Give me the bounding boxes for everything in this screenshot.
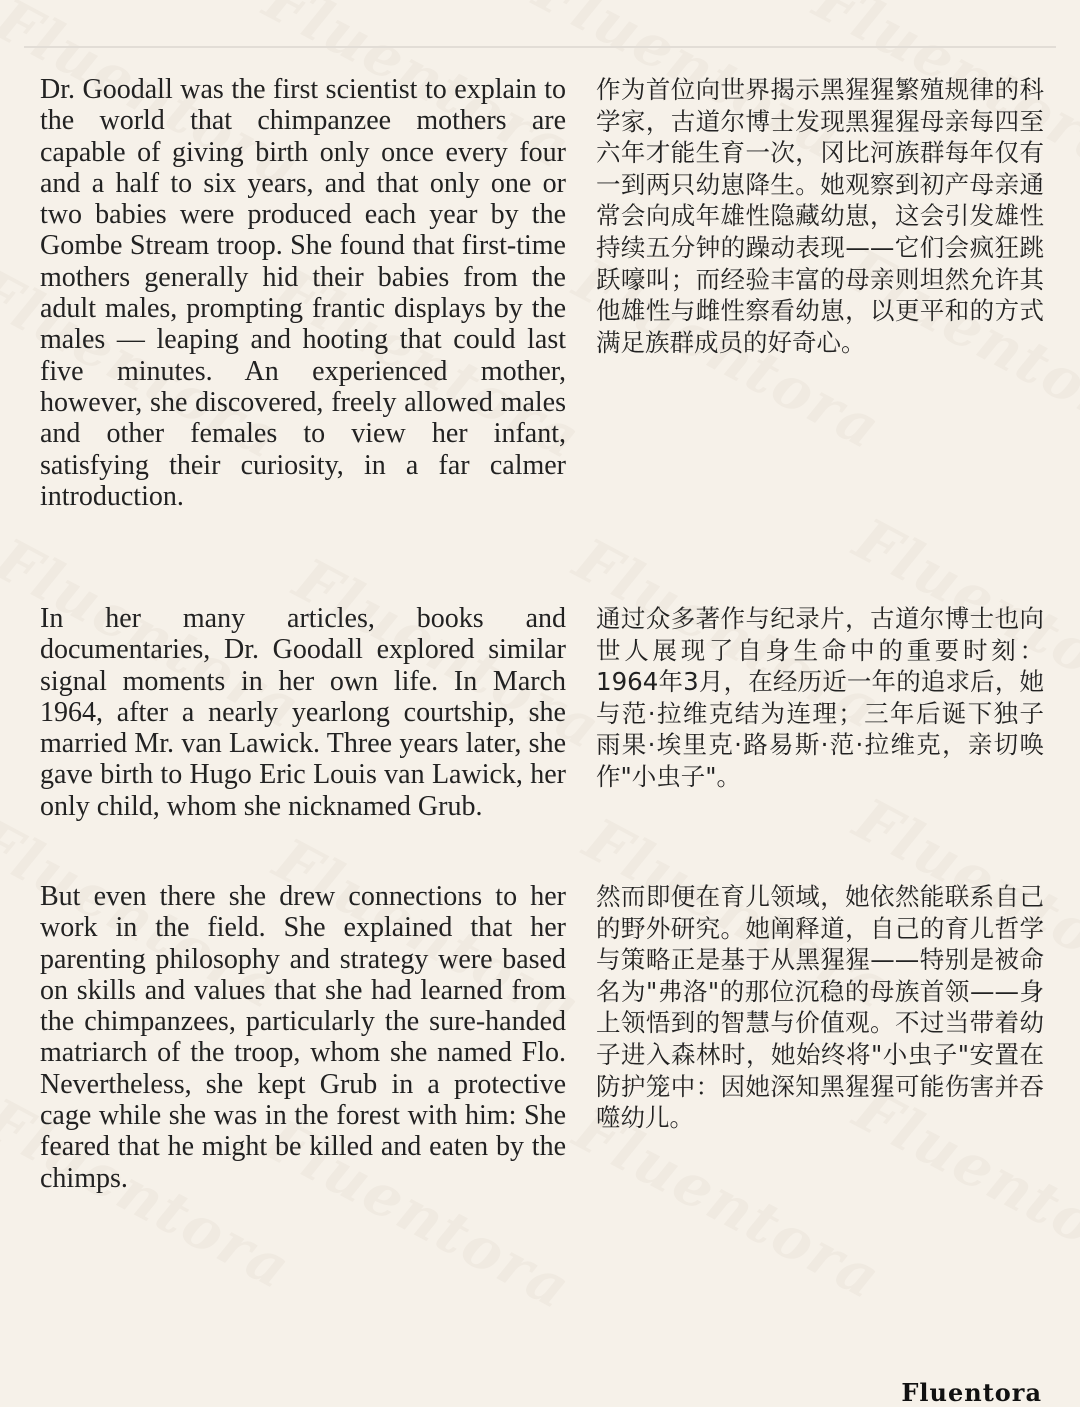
chinese-paragraph-1	[596, 74, 1044, 358]
chinese-paragraph-3	[596, 881, 1044, 1134]
brand-logo: Fluentora	[901, 1378, 1042, 1407]
english-text: Dr. Goodall was the first scientist to explain to the world that chimpanzee mothers are capable of giving birth only once every four and a half to six years, and that only one or two babies were produced each year by the Gombe Stream troop. She found that first-time mothers generally hid their babies from the adult males, prompting frantic displays by the males — leaping and hooting that could last five minutes. An experienced mother, however, she discovered, freely allowed males and other females to view her infant, satisfying their curiosity, in a far calmer introduction.	[40, 74, 566, 512]
english-paragraph-3	[40, 881, 566, 1194]
english-text: In her many articles, books and documentaries, Dr. Goodall explored similar signal moments in her own life. In March 1964, after a nearly yearlong courtship, she married Mr. van Lawick. Three years later, she gave birth to Hugo Eric Louis van Lawick, her only child, whom she nicknamed Grub.	[40, 603, 566, 822]
english-paragraph-1	[40, 74, 566, 512]
chinese-text: 作为首位向世界揭示黑猩猩繁殖规律的科学家，古道尔博士发现黑猩猩母亲每四至六年才能生育一次，冈比河族群每年仅有一到两只幼崽降生。她观察到初产母亲通常会向成年雄性隐藏幼崽，这会引发雄性持续五分钟的躁动表现——它们会疯狂跳跃嚎叫；而经验丰富的母亲则坦然允许其他雄性与雌性察看幼崽，以更平和的方式满足族群成员的好奇心。	[596, 75, 1044, 357]
english-text: But even there she drew connections to her work in the field. She explained that her parenting philosophy and strategy were based on skills and values that she had learned from the chimpanzees, particularly the sure-handed matriarch of the troop, whom she named Flo. Nevertheless, she kept Grub in a protective cage while she was in the forest with him: She feared that he might be killed and eaten by the chimps.	[40, 881, 566, 1194]
chinese-text: 通过众多著作与纪录片，古道尔博士也向世人展现了自身生命中的重要时刻：1964年3月，在经历近一年的追求后，她与范·拉维克结为连理；三年后诞下独子雨果·埃里克·路易斯·范·拉维克，亲切唤作"小虫子"。	[596, 604, 1044, 791]
chinese-paragraph-2	[596, 603, 1044, 793]
top-divider	[24, 46, 1056, 48]
chinese-text: 然而即便在育儿领域，她依然能联系自己的野外研究。她阐释道，自己的育儿哲学与策略正是基于从黑猩猩——特别是被命名为"弗洛"的那位沉稳的母族首领——身上领悟到的智慧与价值观。不过当带着幼子进入森林时，她始终将"小虫子"安置在防护笼中：因她深知黑猩猩可能伤害并吞噬幼儿。	[596, 882, 1044, 1133]
english-paragraph-2	[40, 603, 566, 822]
